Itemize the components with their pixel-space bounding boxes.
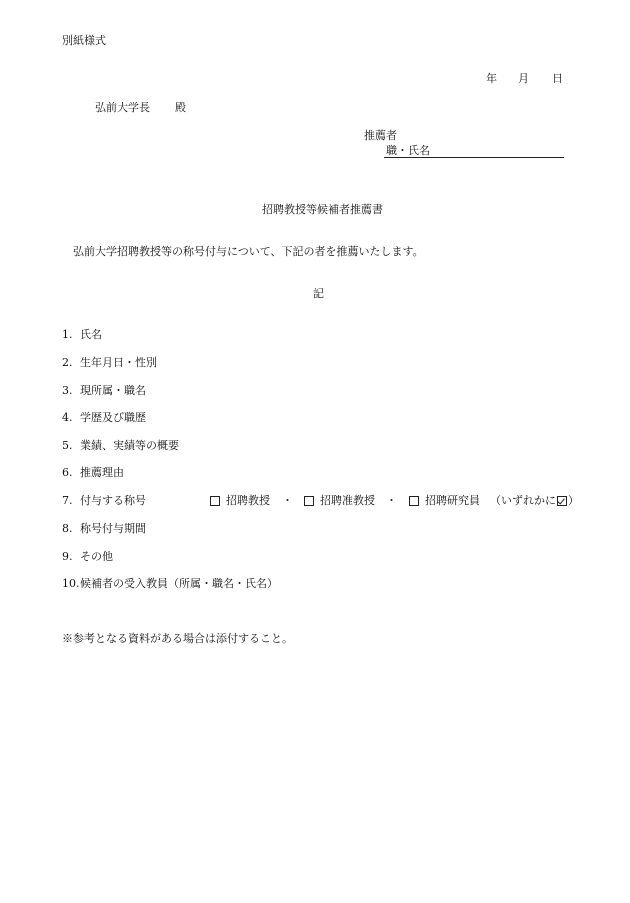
checkbox-icon[interactable] xyxy=(210,496,220,506)
item-achievements: 5. 業績、実績等の概要 xyxy=(62,439,179,452)
footnote: ※参考となる資料がある場合は添付すること。 xyxy=(62,632,293,645)
item-host-faculty: 10.候補者の受入教員（所属・職名・氏名） xyxy=(62,577,278,590)
option-separator-1: ・ xyxy=(282,494,293,507)
recommender-name-label: 職・氏名 xyxy=(386,144,430,157)
item-other: 9. その他 xyxy=(62,550,113,563)
item-reason: 6. 推薦理由 xyxy=(62,466,124,479)
document-title: 招聘教授等候補者推薦書 xyxy=(262,203,383,216)
item-title-to-grant: 7. 付与する称号 xyxy=(62,494,146,507)
recommender-label: 推薦者 xyxy=(364,129,397,142)
date-day: 日 xyxy=(552,72,563,85)
option-visiting-researcher[interactable]: 招聘研究員 xyxy=(409,494,480,508)
signature-line xyxy=(384,157,564,158)
checkbox-icon[interactable] xyxy=(304,496,314,506)
date-year: 年 xyxy=(486,72,497,85)
option-separator-2: ・ xyxy=(386,494,397,507)
ki-heading: 記 xyxy=(313,287,324,300)
item-birthdate-gender: 2. 生年月日・性別 xyxy=(62,356,157,369)
date-month: 月 xyxy=(518,72,529,85)
item-grant-period: 8. 称号付与期間 xyxy=(62,522,146,535)
form-label: 別紙様式 xyxy=(62,34,106,47)
option-visiting-associate-professor[interactable]: 招聘准教授 xyxy=(304,494,375,508)
checkbox-icon[interactable] xyxy=(409,496,419,506)
item-name: 1. 氏名 xyxy=(62,328,102,341)
addressee-name: 弘前大学長 xyxy=(95,101,150,114)
item-education-career: 4. 学歴及び職歴 xyxy=(62,411,146,424)
addressee-honorific: 殿 xyxy=(175,101,186,114)
intro-text: 弘前大学招聘教授等の称号付与について、下記の者を推薦いたします。 xyxy=(73,245,424,258)
item-current-affiliation: 3. 現所属・職名 xyxy=(62,384,146,397)
option-visiting-professor[interactable]: 招聘教授 xyxy=(210,494,270,508)
selection-note: （いずれかに ） xyxy=(490,494,579,507)
checked-checkbox-icon xyxy=(557,496,567,506)
